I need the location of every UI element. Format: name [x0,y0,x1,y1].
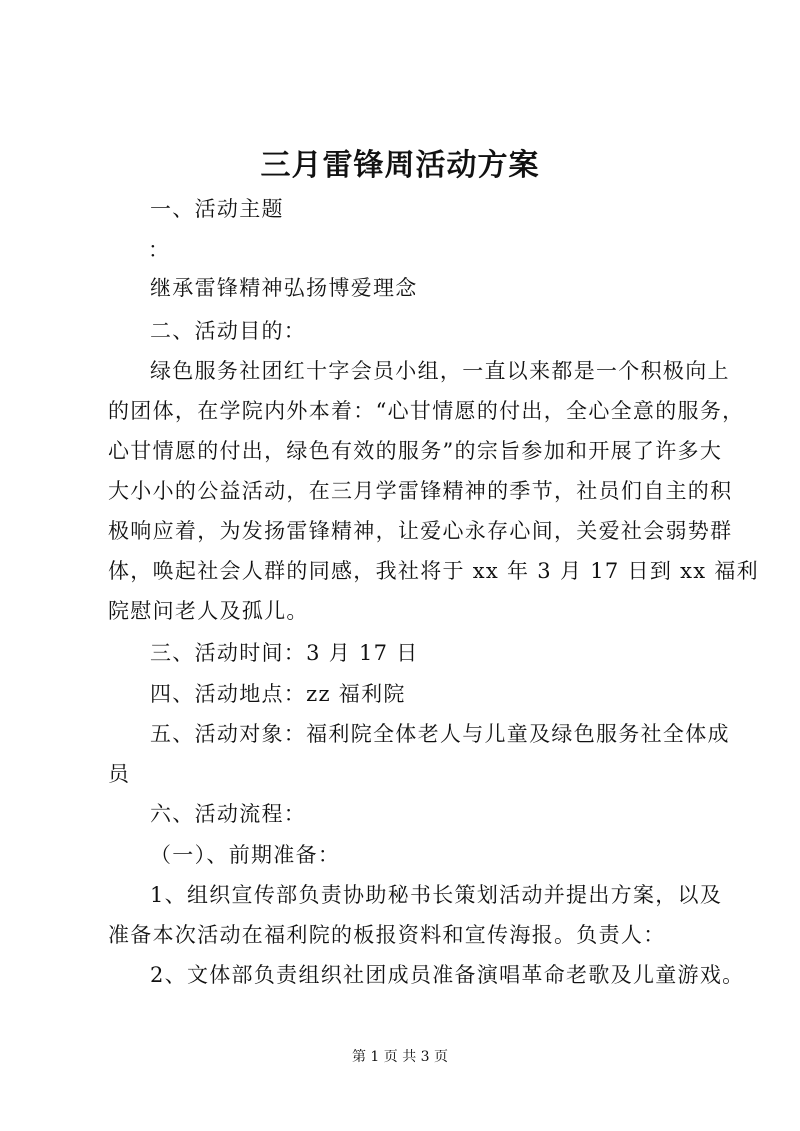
section-heading-theme: 一、活动主题 [150,197,284,221]
section-heading-location: 四、活动地点：zz 福利院 [150,682,406,706]
list-item-line: 1、组织宣传部负责协助秘书长策划活动并提出方案，以及 [150,883,723,907]
paragraph-line: 极响应着，为发扬雷锋精神，让爱心永存心间，关爱社会弱势群 [108,519,733,543]
body-line: ： [148,238,171,262]
paragraph-line: 员 [108,762,131,786]
paragraph-line: 体，唤起社会人群的同感，我社将于 xx 年 3 月 17 日到 xx 福利 [108,559,759,583]
section-heading-process: 六、活动流程： [150,802,307,826]
document-title: 三月雷锋周活动方案 [260,148,540,183]
list-item-line: 准备本次活动在福利院的板报资料和宣传海报。负责人： [108,923,666,947]
paragraph-line: 院慰问老人及孤儿。 [108,599,309,623]
paragraph-line: 绿色服务社团红十字会员小组，一直以来都是一个积极向上 [150,359,730,383]
section-heading-time: 三、活动时间：3 月 17 日 [150,641,419,665]
theme-text: 继承雷锋精神弘扬博爱理念 [150,276,418,300]
paragraph-line: 大小小的公益活动，在三月学雷锋精神的季节，社员们自主的积 [108,479,733,503]
section-heading-audience: 五、活动对象：福利院全体老人与儿童及绿色服务社全体成 [150,722,730,746]
page-footer: 第 1 页 共 3 页 [351,1049,449,1065]
paragraph-line: 心甘情愿的付出，绿色有效的服务”的宗旨参加和开展了许多大 [108,439,723,463]
subsection-heading-preparation: （一）、前期准备： [150,843,341,867]
paragraph-line: 的团体，在学院内外本着：“心甘情愿的付出，全心全意的服务， [108,399,745,423]
section-heading-purpose: 二、活动目的： [150,319,307,343]
list-item-line: 2、文体部负责组织社团成员准备演唱革命老歌及儿童游戏。 [150,963,745,987]
